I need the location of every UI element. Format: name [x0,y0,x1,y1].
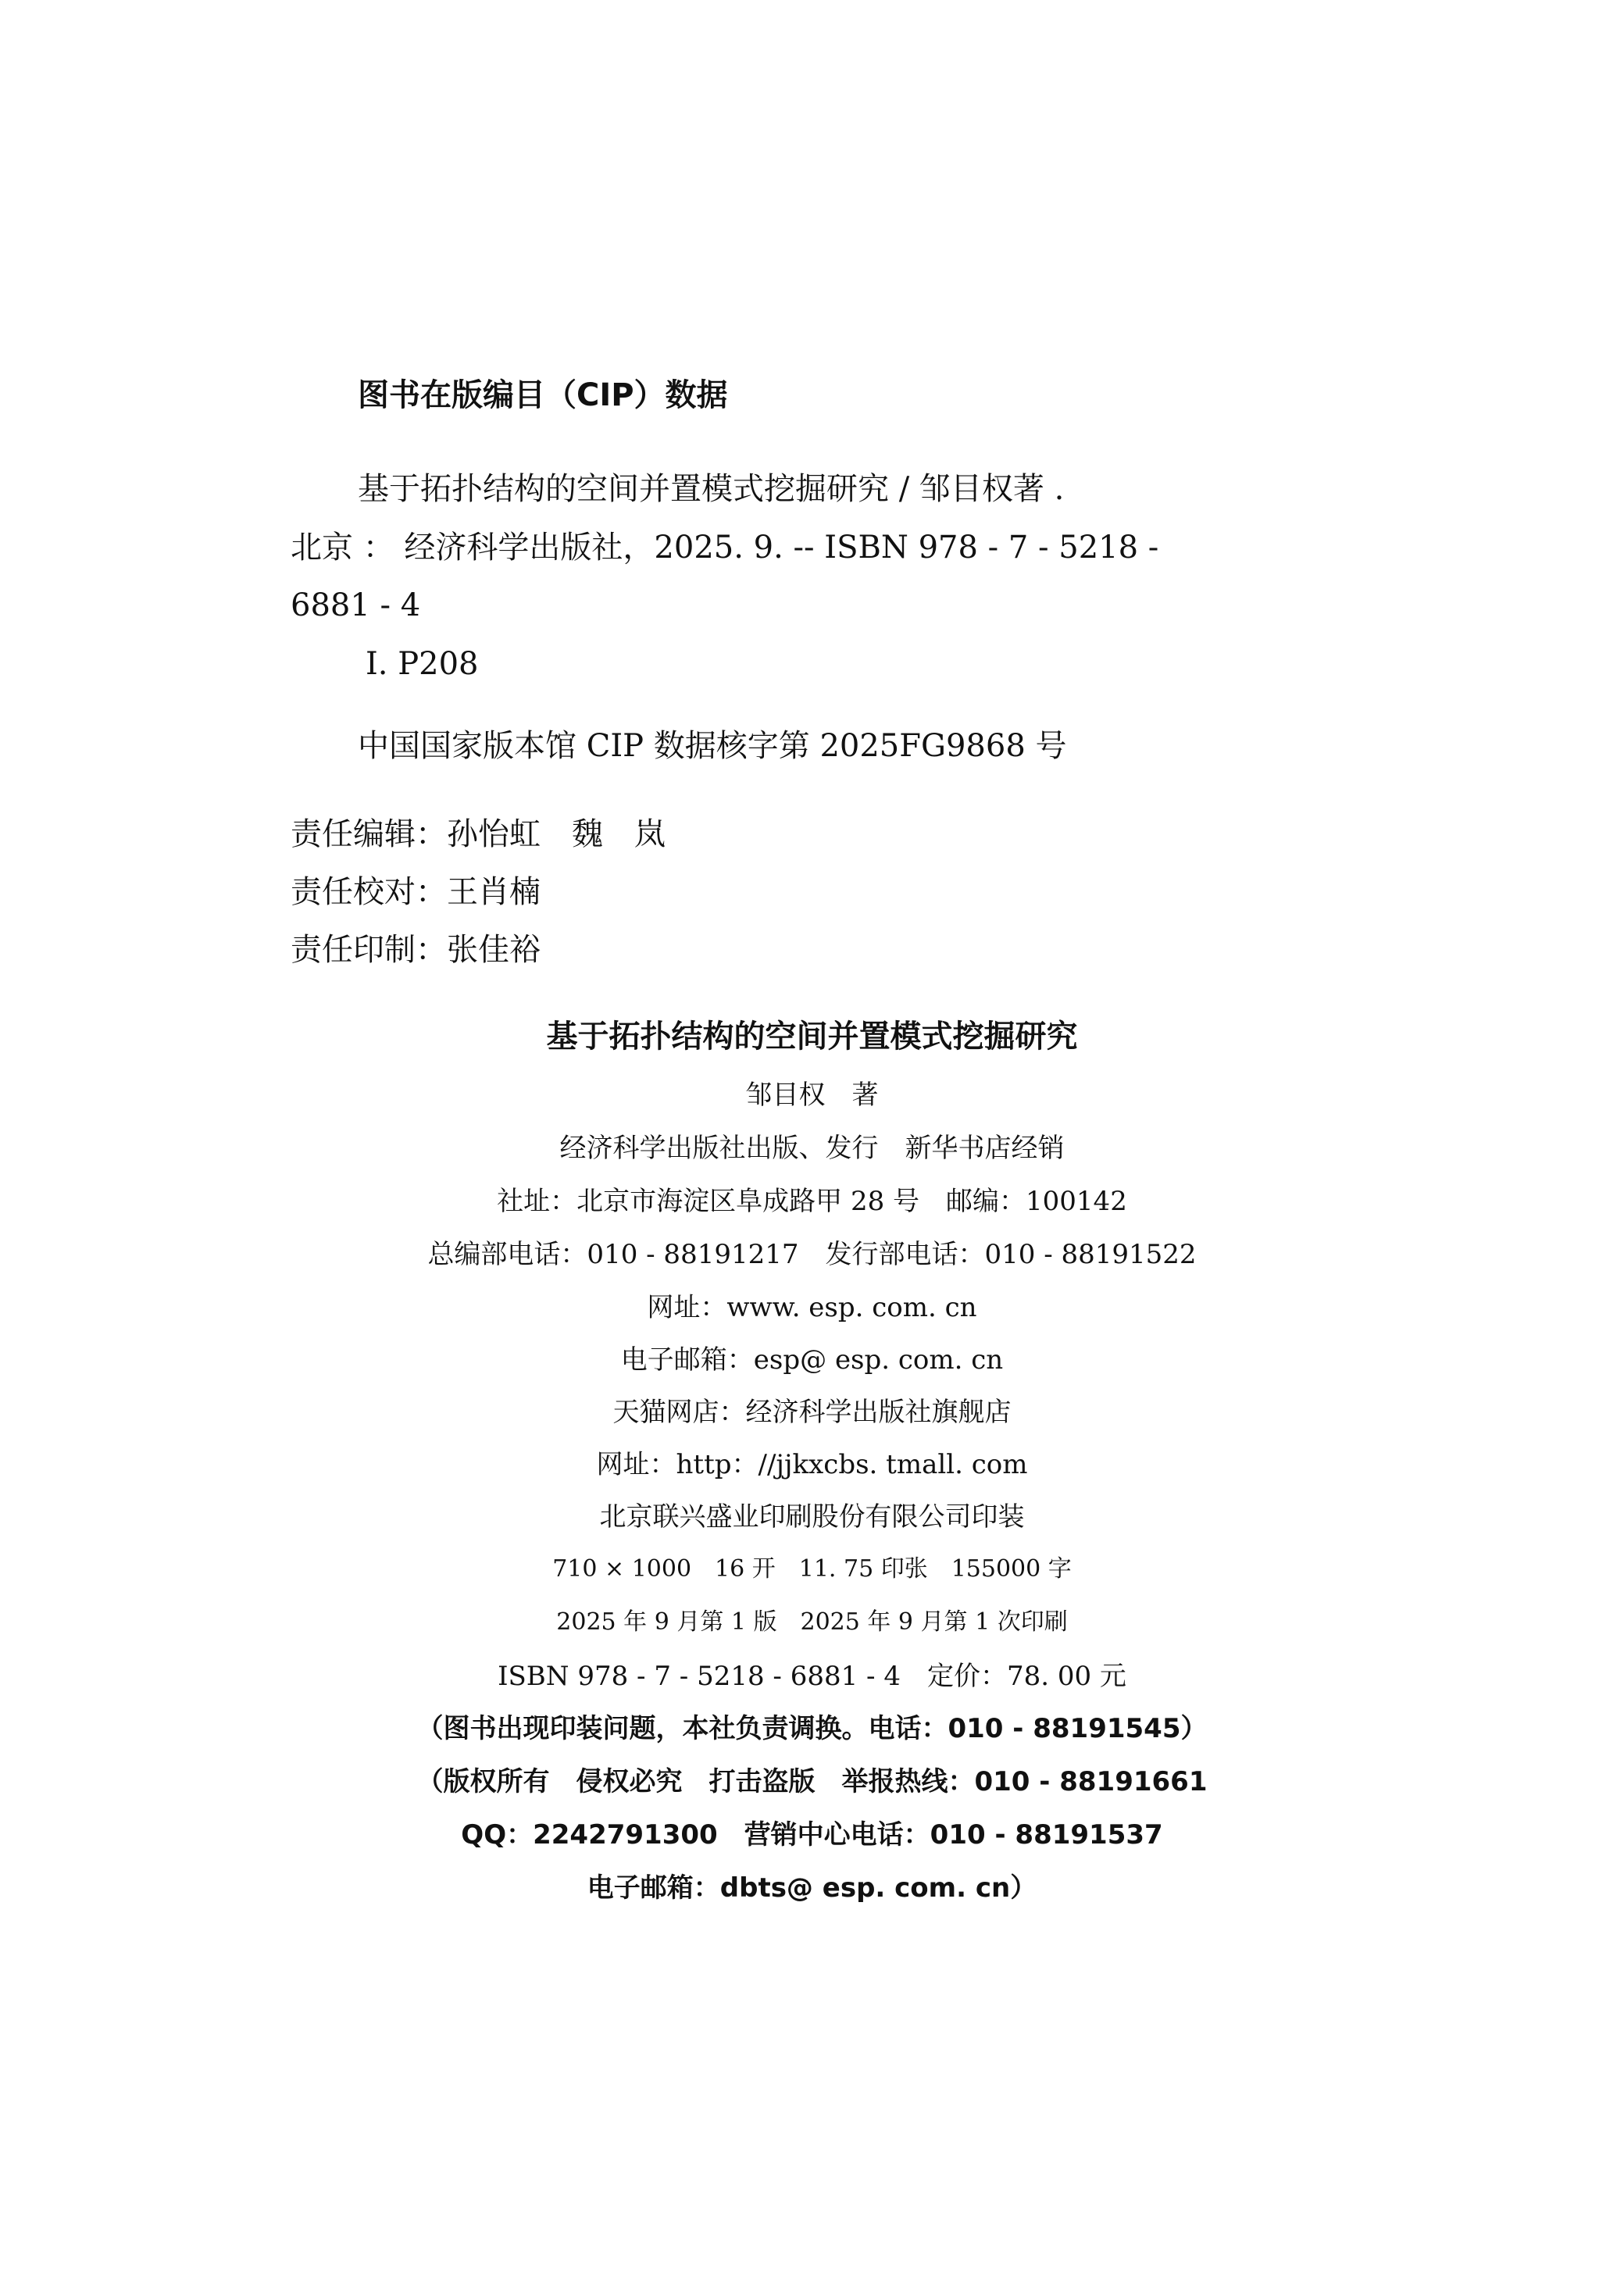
cip-title-line: 基于拓扑结构的空间并置模式挖掘研究 / 邹目权著 . [358,471,1065,507]
responsible-printing: 责任印制：张佳裕 [291,932,541,968]
cip-classification: Ⅰ. P208 [366,646,479,682]
cip-isbn-continuation: 6881 - 4 [291,587,421,623]
printer-line: 北京联兴盛业印刷股份有限公司印装 [599,1501,1025,1533]
cip-publisher-line: 北京 ： 经济科学出版社，2025. 9. -- ISBN 978 - 7 - 5218 - [291,530,1159,566]
address-line: 社址：北京市海淀区阜成路甲 28 号 邮编：100142 [497,1186,1127,1217]
author-line: 邹目权 著 [745,1080,879,1111]
cip-verification-number: 中国国家版本馆 CIP 数据核字第 2025FG9868 号 [358,728,1067,764]
notice-line-1: （图书出现印装问题，本社负责调换。电话：010 - 88191545） [416,1713,1208,1744]
notice-line-2: （版权所有 侵权必究 打击盗版 举报热线：010 - 88191661 [416,1766,1208,1797]
publisher-line: 经济科学出版社出版、发行 新华书店经销 [559,1133,1065,1164]
cip-heading: 图书在版编目（CIP）数据 [358,377,728,413]
tmall-url-line: 网址：http：//jjkxcbs. tmall. com [596,1449,1028,1480]
tmall-store-line: 天猫网店：经济科学出版社旗舰店 [612,1397,1012,1428]
notice-line-4: 电子邮箱：dbts@ esp. com. cn） [587,1872,1037,1904]
format-line: 710 × 1000 16 开 11. 75 印张 155000 字 [552,1555,1072,1583]
book-title: 基于拓扑结构的空间并置模式挖掘研究 [546,1019,1078,1055]
website-line: 网址：www. esp. com. cn [647,1292,977,1323]
notice-line-3: QQ：2242791300 营销中心电话：010 - 88191537 [461,1819,1163,1851]
edition-line: 2025 年 9 月第 1 版 2025 年 9 月第 1 次印刷 [556,1608,1068,1636]
isbn-price-line: ISBN 978 - 7 - 5218 - 6881 - 4 定价：78. 00 元 [498,1661,1126,1692]
email-line: 电子邮箱：esp@ esp. com. cn [620,1344,1004,1376]
phone-line: 总编部电话：010 - 88191217 发行部电话：010 - 88191522 [427,1239,1197,1270]
responsible-proofreader: 责任校对：王肖楠 [291,874,541,910]
responsible-editor: 责任编辑：孙怡虹 魏 岚 [291,816,666,852]
